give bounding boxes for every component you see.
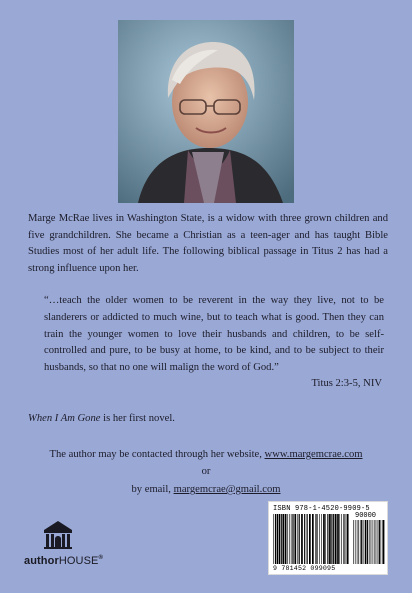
novel-title: When I Am Gone	[28, 413, 101, 424]
publisher-name: authorHOUSE®	[24, 555, 103, 567]
contact-website-prefix: The author may be contacted through her website,	[49, 449, 265, 460]
barcode-bar	[323, 514, 325, 564]
barcode-bar	[317, 514, 318, 564]
barcode-bar	[376, 520, 377, 564]
barcode-bar	[316, 514, 317, 564]
barcode-bar	[358, 520, 359, 564]
contact-email-prefix: by email,	[131, 484, 174, 495]
barcode-bar	[325, 514, 326, 564]
barcode-bar	[301, 514, 303, 564]
barcode-bar	[331, 514, 332, 564]
barcode-bar	[287, 514, 288, 564]
barcode-bar	[312, 514, 314, 564]
barcode-bar	[275, 514, 276, 564]
barcode-bar	[294, 514, 296, 564]
barcode-bar	[347, 514, 349, 564]
author-portrait-image	[118, 20, 294, 203]
barcode-bar	[360, 520, 361, 564]
contact-website-line	[0, 449, 412, 460]
barcode-bar	[355, 520, 356, 564]
barcode-bar	[315, 514, 316, 564]
contact-email-line	[0, 484, 412, 495]
barcode-bar	[339, 514, 340, 564]
barcode-bar	[363, 520, 364, 564]
barcode-bar	[346, 514, 347, 564]
publisher-logo	[24, 519, 124, 575]
barcode-bar	[379, 520, 380, 564]
barcode-bar	[327, 514, 328, 564]
barcode-bar	[353, 520, 354, 564]
barcode-bar	[378, 520, 379, 564]
barcode-bar	[285, 514, 287, 564]
barcode-bar	[273, 514, 274, 564]
scripture-quote: “…teach the older women to be reverent in the way they live, not to be slanderers or addicted to much wine, but to teach what is good. Then they can train the younger women to love their husbands and children, to be self-controlled and pure, to be busy at home, to be kind, and to be subject to their husbands, so that no one will malign the word of God.”	[44, 295, 384, 374]
barcode-bar	[381, 520, 382, 564]
barcode-bar	[335, 514, 337, 564]
barcode-price-bars	[353, 520, 385, 564]
publisher-house-icon	[42, 519, 74, 549]
author-bio: Marge McRae lives in Washington State, is a widow with three grown children and five grandchildren. She became a Christian as a teen-ager and has taught Bible Studies most of her adult life. The following biblical passage in Titus 2 has had a strong influence upon her.	[28, 213, 388, 274]
barcode-bar	[292, 514, 293, 564]
barcode-bar	[291, 514, 292, 564]
isbn-text: ISBN 978-1-4520-9909-5	[273, 505, 370, 513]
barcode-bar	[370, 520, 371, 564]
barcode-bar	[304, 514, 305, 564]
barcode-bar	[279, 514, 280, 564]
barcode-bar	[309, 514, 311, 564]
barcode-main-bars	[273, 514, 349, 564]
barcode-digits: 9 781452 099095	[273, 565, 336, 572]
barcode-bar	[361, 520, 362, 564]
barcode-bar	[375, 520, 376, 564]
barcode-bar	[333, 514, 334, 564]
barcode-bar	[282, 514, 284, 564]
barcode-bar	[299, 514, 300, 564]
barcode-bar	[293, 514, 294, 564]
first-novel-line	[28, 413, 388, 424]
barcode-bar	[343, 514, 344, 564]
scripture-citation: Titus 2:3-5, NIV	[311, 378, 382, 389]
novel-line-rest: is her first novel.	[100, 413, 175, 424]
price-code: 90000	[355, 512, 377, 520]
email-link[interactable]: margemcrae@gmail.com	[173, 484, 281, 495]
barcode-bar	[321, 514, 322, 564]
barcode-bar	[297, 514, 298, 564]
barcode-bar	[365, 520, 367, 564]
barcode-bar	[277, 514, 279, 564]
barcode-bar	[289, 514, 290, 564]
barcode-bar	[319, 514, 320, 564]
barcode-bar	[281, 514, 282, 564]
barcode-bar	[337, 514, 339, 564]
contact-or: or	[201, 466, 211, 477]
barcode-bar	[329, 514, 331, 564]
barcode-bar	[373, 520, 374, 564]
barcode-bar	[307, 514, 308, 564]
isbn-barcode	[268, 501, 388, 575]
barcode-bar	[344, 514, 345, 564]
author-photo	[118, 20, 294, 203]
website-link[interactable]: www.margemcrae.com	[264, 449, 363, 460]
barcode-bar	[382, 520, 384, 564]
barcode-bar	[341, 514, 342, 564]
barcode-bar	[357, 520, 358, 564]
barcode-bar	[371, 520, 372, 564]
barcode-bar	[367, 520, 368, 564]
